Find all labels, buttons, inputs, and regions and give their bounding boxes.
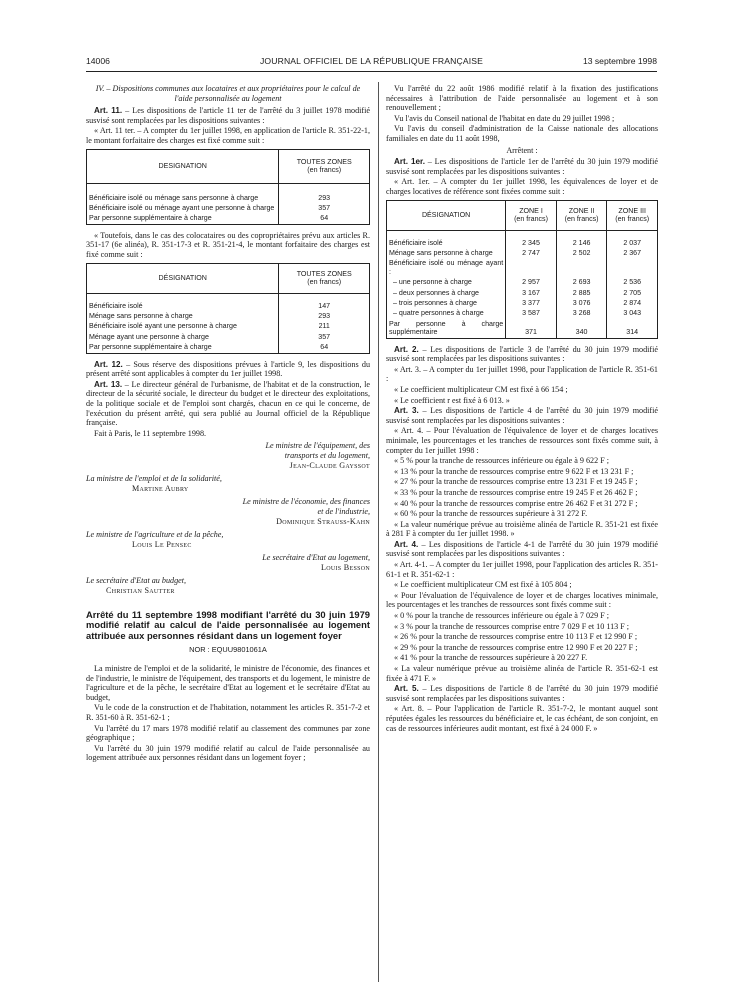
table-header-zone-1 xyxy=(506,200,557,230)
row-label: Par personne à charge supplémentaire xyxy=(387,319,506,338)
row-label: Bénéficiaire isolé ou ménage ayant une personne à charge xyxy=(87,203,279,213)
article-quote: « Art. 4-1. – A compter du 1er juillet 1998, pour l'application des articles R. 351-61-1 et R. 351-62-1 : xyxy=(386,560,658,579)
preamble-paragraph: La ministre de l'emploi et de la solidarité, le ministre de l'économie, des finances et de l'industrie, le ministre de l'équipement, des transports et du logement, le ministre de l'agriculture et de la pêche, le secrétaire d'Etat au logement et le secrétaire d'Etat au budget, xyxy=(86,664,370,702)
units-label: (en francs) xyxy=(307,278,342,287)
signatory-title: Le ministre de l'économie, des finances et de l'industrie, xyxy=(242,497,370,516)
cell-value: 371 xyxy=(506,319,557,338)
table-row xyxy=(87,293,370,311)
row-label: Ménage sans personne à charge xyxy=(87,311,279,321)
row-label: – deux personnes à charge xyxy=(387,288,506,298)
table-row xyxy=(387,258,658,277)
cell-value: 2 037 xyxy=(607,230,658,248)
article-text: – Les dispositions de l'article 8 de l'arrêté du 30 juin 1979 modifié susvisé sont remplacées par les dispositions suivantes : xyxy=(386,684,658,703)
tranche-line: « 40 % pour la tranche de ressources comprise entre 26 462 F et 31 272 F ; xyxy=(394,498,638,508)
preamble-paragraph: Vu le code de la construction et de l'habitation, notamment les articles R. 351-7-2 et R. 351-60 à R. 351-62-1 ; xyxy=(86,703,370,722)
article-line: « Pour l'évaluation de l'équivalence de loyer et de charges locatives minimale, les pourcentages et les tranches de ressources sont fixés comme suit : xyxy=(386,590,658,610)
row-value: 293 xyxy=(279,183,370,203)
units-label: (en francs) xyxy=(514,215,548,224)
tranche-line: « 60 % pour la tranche de ressources supérieure à 31 272 F. xyxy=(394,509,588,519)
table-header-designation: DÉSIGNATION xyxy=(87,263,279,293)
page-header xyxy=(86,56,657,70)
article-text: – Sous réserve des dispositions prévues à l'article 9, les dispositions du présent arrêté sont applicables à compter du 1er juillet 1998. xyxy=(86,359,371,379)
article-quote: « Art. 4. – Pour l'évaluation de l'équivalence de loyer et de charges locatives minimale, les pourcentages et les tranches de ressources sont fixés comme suit, à compter du 1er juillet 1998 : xyxy=(386,426,658,455)
article-1 xyxy=(386,157,658,176)
cell-value: 2 874 xyxy=(607,298,658,308)
signatory-name: Louis Le Pensec xyxy=(132,539,192,549)
signatory-title: Le ministre de l'agriculture et de la pêche, xyxy=(86,530,224,540)
row-value: 147 xyxy=(279,293,370,311)
tranche-line: « 13 % pour la tranche de ressources comprise entre 9 622 F et 13 231 F ; xyxy=(394,466,634,476)
cell-value xyxy=(607,258,658,277)
preamble-paragraph: Vu l'arrêté du 17 mars 1978 modifié relatif au classement des communes par zone géographique ; xyxy=(86,723,370,743)
cell-value: 340 xyxy=(556,319,607,338)
preamble-paragraph: Vu l'avis du Conseil national de l'habitat en date du 29 juillet 1998 ; xyxy=(394,113,615,123)
table-header-zones xyxy=(279,149,370,183)
row-label: Bénéficiaire isolé ayant une personne à charge xyxy=(87,321,279,331)
article-line: « Le coefficient multiplicateur CM est fixé à 66 154 ; xyxy=(394,384,568,394)
cell-value xyxy=(506,258,557,277)
row-label: Bénéficiaire isolé ou ménage ayant : xyxy=(387,258,506,277)
table-row xyxy=(387,230,658,248)
article-quote: « Art. 8. – Pour l'application de l'article R. 351-7-2, le montant auquel sont réputées égales les ressources du bénéficiaire et, le cas échéant, de son conjoint, en cas de ressources inférieures audit montant, est fixé à 24 000 F. » xyxy=(386,704,658,733)
article-12 xyxy=(86,360,370,379)
cell-value: 3 167 xyxy=(506,288,557,298)
cell-value: 3 076 xyxy=(556,298,607,308)
row-label: Bénéficiaire isolé xyxy=(87,293,279,311)
table-row xyxy=(87,203,370,213)
units-label: (en francs) xyxy=(615,215,650,224)
row-value: 293 xyxy=(279,311,370,321)
row-value: 211 xyxy=(279,321,370,331)
journal-title: JOURNAL OFFICIEL DE LA RÉPUBLIQUE FRANÇAISE xyxy=(259,56,484,66)
preamble-paragraph: Vu l'avis du conseil d'administration de la Caisse nationale des allocations familiales en date du 11 août 1998, xyxy=(386,124,658,143)
cell-value: 2 885 xyxy=(556,288,607,298)
cell-value: 2 345 xyxy=(506,230,557,248)
zone-label: ZONE III xyxy=(618,206,646,215)
row-label: – une personne à charge xyxy=(387,277,506,287)
article-label: Art. 2. xyxy=(394,344,419,354)
table-header-zone-3 xyxy=(607,200,658,230)
row-value: 357 xyxy=(279,203,370,213)
row-label: Par personne supplémentaire à charge xyxy=(87,213,279,224)
row-label: Par personne supplémentaire à charge xyxy=(87,342,279,353)
table-row xyxy=(87,332,370,342)
tranche-line: « 5 % pour la tranche de ressources inférieure ou égale à 9 622 F ; xyxy=(394,456,610,466)
tranche-line: « 29 % pour la tranche de ressources comprise entre 12 990 F et 20 227 F ; xyxy=(394,642,638,652)
signatory-title: Le secrétaire d'Etat au logement, xyxy=(262,553,370,563)
tranche-line: « 26 % pour la tranche de ressources comprise entre 10 113 F et 12 990 F ; xyxy=(394,632,638,642)
units-label: (en francs) xyxy=(307,166,342,175)
tranche-line: « 27 % pour la tranche de ressources comprise entre 13 231 F et 19 245 F ; xyxy=(394,477,638,487)
article-label: Art. 5. xyxy=(394,684,419,694)
row-value: 64 xyxy=(279,213,370,224)
article-3 xyxy=(386,406,658,425)
page-number: 14006 xyxy=(86,56,110,66)
right-column xyxy=(386,84,658,734)
row-label: Bénéficiaire isolé xyxy=(387,230,506,248)
cell-value: 314 xyxy=(607,319,658,338)
nor-reference: NOR : EQUU9801061A xyxy=(189,645,267,655)
table-row xyxy=(387,288,658,298)
tranche-line: « 41 % pour la tranche de ressources supérieure à 20 227 F. xyxy=(394,653,588,663)
article-label: Art. 11. xyxy=(94,106,123,116)
article-11 xyxy=(86,106,370,125)
article-text: – Les dispositions de l'article 1er de l'arrêté du 30 juin 1979 modifié susvisé sont remplacées par les dispositions suivantes : xyxy=(386,157,658,176)
header-rule xyxy=(86,71,657,72)
article-2 xyxy=(386,345,658,364)
cell-value: 2 536 xyxy=(607,277,658,287)
zones-label: TOUTES ZONES xyxy=(296,157,352,166)
arrete-title: Arrêté du 11 septembre 1998 modifiant l'arrêté du 30 juin 1979 modifié relatif au calcul de l'aide personnalisée au logement attribuée aux personnes résidant dans un logement foyer xyxy=(86,608,370,641)
table-row xyxy=(87,311,370,321)
article-13 xyxy=(86,380,370,428)
row-label: – quatre personnes à charge xyxy=(387,308,506,318)
article-text: – Les dispositions de l'article 11 ter de l'arrêté du 3 juillet 1978 modifié susvisé sont remplacées par les dispositions suivantes : xyxy=(86,106,370,125)
article-text: – Les dispositions de l'article 4-1 de l'arrêté du 30 juin 1979 modifié susvisé sont remplacées par les dispositions suivantes : xyxy=(386,539,658,559)
table-row xyxy=(87,183,370,203)
row-value: 357 xyxy=(279,332,370,342)
signatory-name: Louis Besson xyxy=(320,562,370,572)
article-text: – Les dispositions de l'article 4 de l'arrêté du 30 juin 1979 modifié susvisé sont remplacées par les dispositions suivantes : xyxy=(386,406,658,425)
article-quote: « Art. 3. – A compter du 1er juillet 1998, pour l'application de l'article R. 351-61 : xyxy=(386,364,658,384)
signatory-name: Dominique Strauss-Kahn xyxy=(276,516,370,526)
table-row xyxy=(387,298,658,308)
table-header-zones xyxy=(279,263,370,293)
article-text: – Les dispositions de l'article 3 de l'arrêté du 30 juin 1979 modifié susvisé sont remplacées par les dispositions suivantes : xyxy=(386,344,658,364)
article-label: Art. 13. xyxy=(94,379,123,389)
row-label: Ménage sans personne à charge xyxy=(387,248,506,258)
cell-value: 2 747 xyxy=(506,248,557,258)
table-header-designation: DESIGNATION xyxy=(87,149,279,183)
table-row xyxy=(87,342,370,353)
table-header-zone-2 xyxy=(556,200,607,230)
table-row xyxy=(387,277,658,287)
left-column xyxy=(86,84,370,764)
column-divider xyxy=(378,82,379,982)
colocataires-table xyxy=(86,263,370,354)
fait-a-paris: Fait à Paris, le 11 septembre 1998. xyxy=(94,428,207,438)
zone-label: ZONE II xyxy=(568,206,595,215)
article-label: Art. 4. xyxy=(394,539,419,549)
cell-value: 2 957 xyxy=(506,277,557,287)
cell-value: 2 502 xyxy=(556,248,607,258)
article-11-ter: « Art. 11 ter. – A compter du 1er juillet 1998, en application de l'article R. 351-22-1, le montant forfaitaire des charges est fixé comme suit : xyxy=(86,126,370,145)
table-row xyxy=(387,308,658,318)
table-row xyxy=(387,319,658,338)
tranche-line: « 3 % pour la tranche de ressources comprise entre 7 029 F et 10 113 F ; xyxy=(394,621,630,631)
cell-value: 2 146 xyxy=(556,230,607,248)
article-label: Art. 1er. xyxy=(394,157,425,167)
toutefois-paragraph: « Toutefois, dans le cas des colocataires ou des copropriétaires prévu aux articles R. 351-17 (6e alinéa), R. 351-17-3 et R. 351-21-4, le montant forfaitaire des charges est fixé comme suit : xyxy=(86,230,370,259)
zone-label: ZONE I xyxy=(519,206,543,215)
units-label: (en francs) xyxy=(564,215,599,224)
tranche-line: « La valeur numérique prévue au troisième alinéa de l'article R. 351-21 est fixée à 281 F à compter du 1er juillet 1998. » xyxy=(386,519,658,539)
cell-value: 3 587 xyxy=(506,308,557,318)
cell-value: 2 705 xyxy=(607,288,658,298)
signatory-title: La ministre de l'emploi et de la solidarité, xyxy=(86,474,222,484)
cell-value: 3 043 xyxy=(607,308,658,318)
charges-table xyxy=(86,149,370,225)
article-line: « Le coefficient multiplicateur CM est fixé à 105 804 ; xyxy=(394,580,572,590)
table-row xyxy=(87,321,370,331)
row-label: Bénéficiaire isolé ou ménage sans personne à charge xyxy=(87,183,279,203)
preamble-paragraph: Vu l'arrêté du 30 juin 1979 modifié relatif au calcul de l'aide personnalisée au logement attribuée aux personnes résidant dans un logement foyer ; xyxy=(86,743,370,763)
row-value: 64 xyxy=(279,342,370,353)
article-text: – Le directeur général de l'urbanisme, de l'habitat et de la construction, le directeur de la sécurité sociale, le directeur du budget et le directeur des exploitations, de la politique sociale et de l'emploi sont chargés, chacun en ce qui le concerne, de l'exécution du présent arrêté, qui sera publié au Journal officiel de la République française. xyxy=(86,379,370,428)
table-row xyxy=(387,248,658,258)
cell-value: 2 693 xyxy=(556,277,607,287)
table-header-designation: DÉSIGNATION xyxy=(387,200,506,230)
cell-value: 2 367 xyxy=(607,248,658,258)
article-1-quote: « Art. 1er. – A compter du 1er juillet 1998, les équivalences de loyer et de charges locatives de référence sont fixées comme suit : xyxy=(386,177,658,196)
tranche-line: « 0 % pour la tranche de ressources inférieure ou égale à 7 029 F ; xyxy=(394,611,610,621)
zones-table xyxy=(386,200,658,339)
preamble-paragraph: Vu l'arrêté du 22 août 1986 modifié relatif à la fixation des justifications nécessaires à l'attribution de l'aide personnalisée au logement et à son renouvellement ; xyxy=(386,84,658,113)
cell-value: 3 377 xyxy=(506,298,557,308)
tranche-line: « La valeur numérique prévue au troisième alinéa de l'article R. 351-62-1 est fixée à 471 F. » xyxy=(386,664,658,683)
row-label: Ménage ayant une personne à charge xyxy=(87,332,279,342)
cell-value xyxy=(556,258,607,277)
signatory-title: Le ministre de l'équipement, des transports et du logement, xyxy=(265,441,370,460)
signatory-name: Jean-Claude Gayssot xyxy=(289,460,370,470)
article-label: Art. 3. xyxy=(394,406,419,416)
article-line: « Le coefficient r est fixé à 6 013. » xyxy=(394,395,510,405)
signatory-name: Martine Aubry xyxy=(132,483,189,493)
table-row xyxy=(87,213,370,224)
arretent: Arrêtent : xyxy=(506,145,538,155)
article-4 xyxy=(386,540,658,559)
tranche-line: « 33 % pour la tranche de ressources comprise entre 19 245 F et 26 462 F ; xyxy=(394,487,638,497)
zones-label: TOUTES ZONES xyxy=(296,269,352,278)
row-label: – trois personnes à charge xyxy=(387,298,506,308)
cell-value: 3 268 xyxy=(556,308,607,318)
section-heading: IV. – Dispositions communes aux locataires et aux propriétaires pour le calcul de l'aide personnalisée au logement xyxy=(95,84,361,103)
article-5 xyxy=(386,684,658,703)
signatory-title: Le secrétaire d'Etat au budget, xyxy=(86,576,187,586)
signatory-name: Christian Sautter xyxy=(106,586,175,596)
article-label: Art. 12. xyxy=(94,359,123,369)
issue-date: 13 septembre 1998 xyxy=(582,56,657,66)
